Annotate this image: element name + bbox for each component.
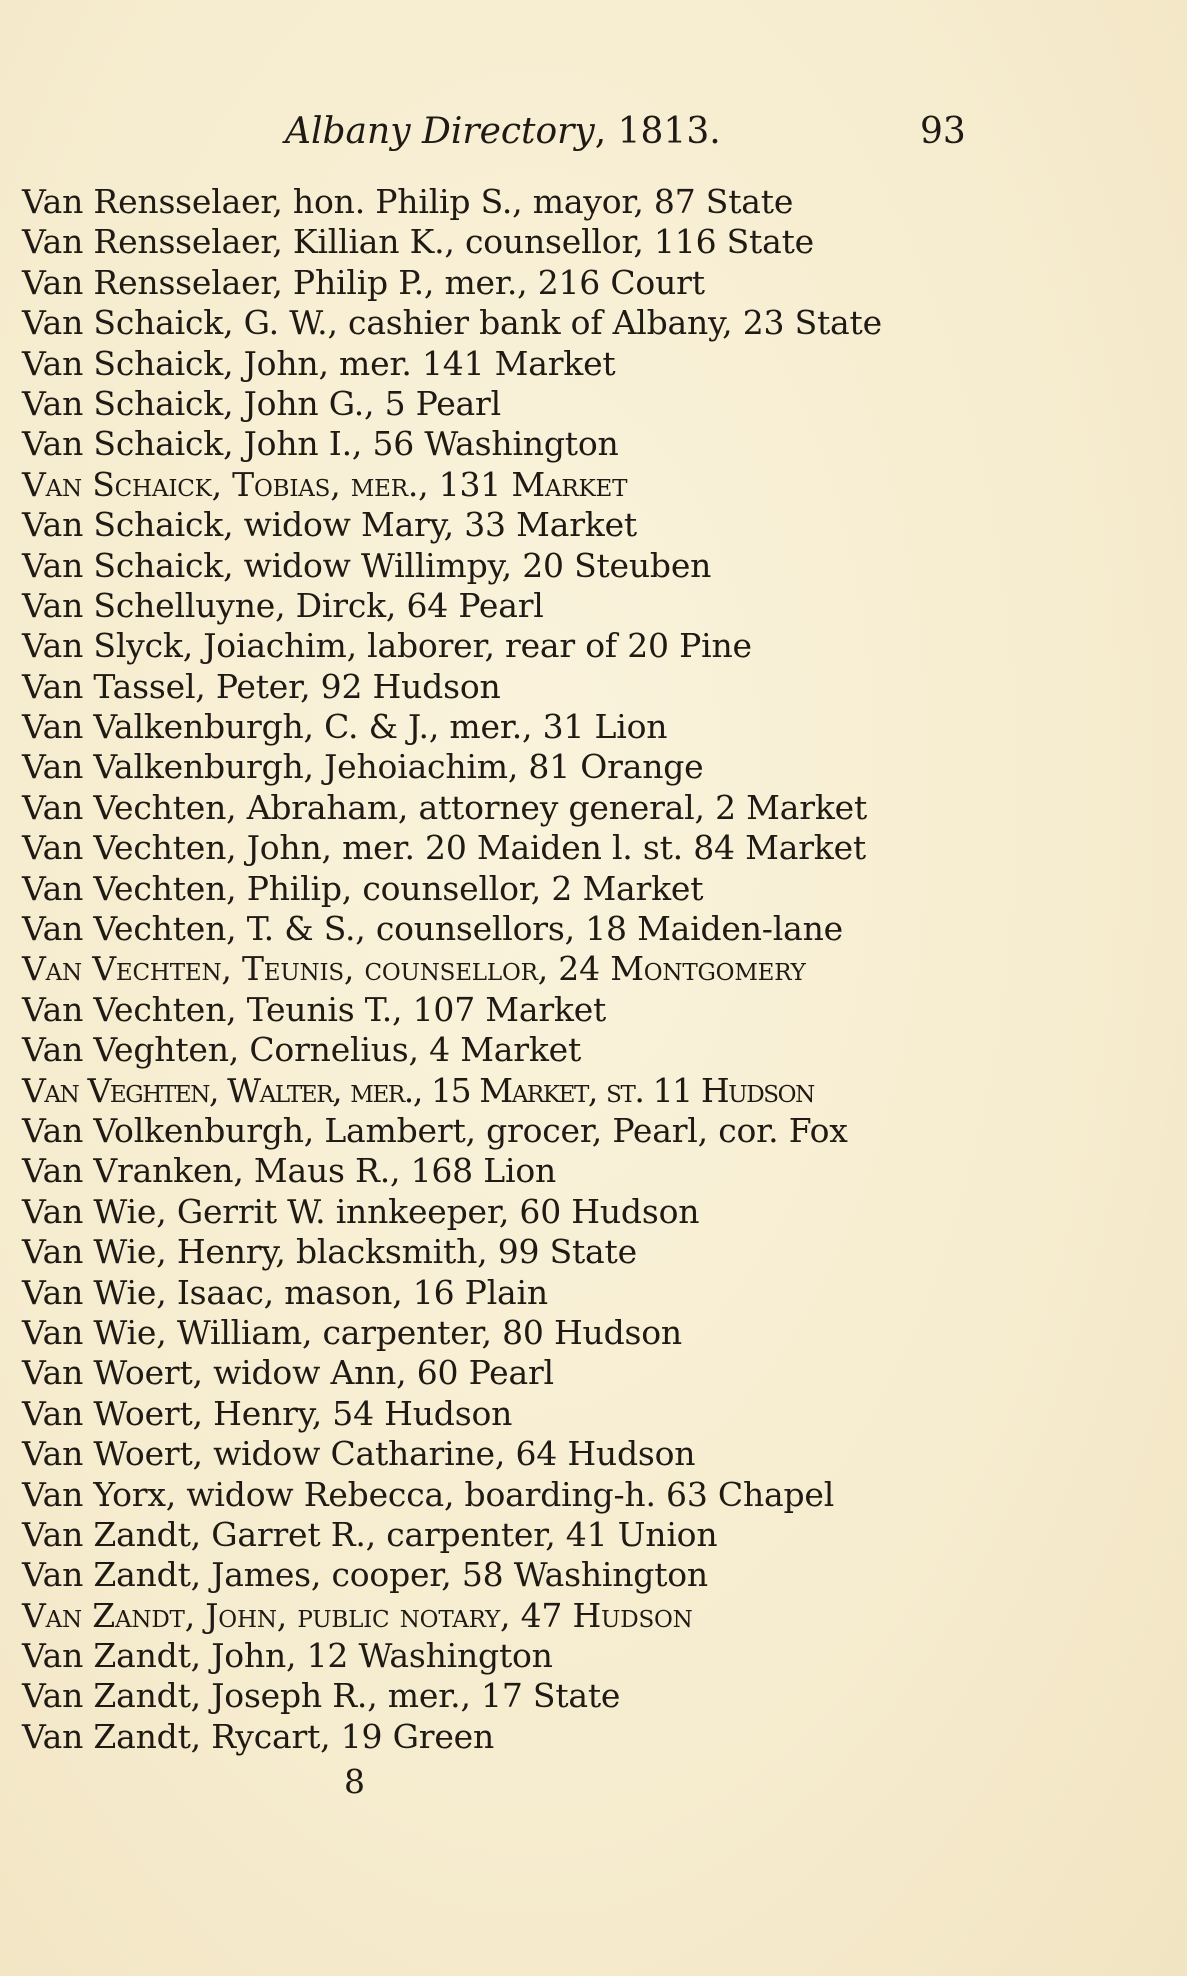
directory-entry: Van Woert, widow Ann, 60 Pearl	[22, 1353, 554, 1393]
page-title	[285, 108, 721, 156]
directory-entry: Van Zandt, James, cooper, 58 Washington	[22, 1555, 708, 1595]
directory-entry: Van Woert, widow Catharine, 64 Hudson	[22, 1434, 696, 1474]
directory-entry: Van Zandt, Rycart, 19 Green	[22, 1716, 495, 1756]
directory-entry: Van Wie, Henry, blacksmith, 99 State	[22, 1232, 637, 1272]
directory-entry: Van Vechten, Teunis, counsellor, 24 Montgomery	[22, 949, 806, 989]
directory-entry: Van Wie, Gerrit W. innkeeper, 60 Hudson	[22, 1191, 700, 1231]
directory-entry: Van Zandt, Joseph R., mer., 17 State	[22, 1676, 621, 1716]
directory-entry: Van Zandt, Garret R., carpenter, 41 Union	[22, 1514, 718, 1554]
directory-entry: Van Schelluyne, Dirck, 64 Pearl	[22, 585, 544, 625]
directory-entry: Van Woert, Henry, 54 Hudson	[22, 1393, 513, 1433]
page-number: 93	[920, 111, 966, 152]
directory-entry: Van Wie, William, carpenter, 80 Hudson	[22, 1312, 682, 1352]
running-header	[0, 108, 1187, 156]
directory-entry: Van Schaick, John G., 5 Pearl	[22, 383, 501, 423]
directory-entry: Van Vechten, Teunis T., 107 Market	[22, 989, 607, 1029]
signature-mark: 8	[344, 1762, 365, 1801]
directory-entry: Van Schaick, John I., 56 Washington	[22, 424, 619, 464]
directory-entry: Van Veghten, Walter, mer., 15 Market, st. 11 Hudson	[22, 1070, 814, 1110]
directory-entry: Van Zandt, John, 12 Washington	[22, 1636, 553, 1676]
directory-entry: Van Schaick, John, mer. 141 Market	[22, 343, 616, 383]
directory-entry: Van Vranken, Maus R., 168 Lion	[22, 1151, 557, 1191]
directory-entries	[22, 182, 1172, 1757]
directory-title: Albany Directory	[285, 111, 595, 152]
directory-entry: Van Schaick, G. W., cashier bank of Albany, 23 State	[22, 303, 882, 343]
directory-entry: Van Volkenburgh, Lambert, grocer, Pearl, cor. Fox	[22, 1110, 848, 1150]
directory-entry: Van Rensselaer, Philip P., mer., 216 Court	[22, 262, 705, 302]
directory-entry: Van Wie, Isaac, mason, 16 Plain	[22, 1272, 548, 1312]
directory-entry: Van Vechten, Philip, counsellor, 2 Market	[22, 868, 704, 908]
directory-year: , 1813.	[594, 111, 721, 152]
directory-entry: Van Yorx, widow Rebecca, boarding-h. 63 Chapel	[22, 1474, 835, 1514]
directory-entry: Van Zandt, John, public notary, 47 Hudson	[22, 1595, 693, 1635]
directory-entry: Van Rensselaer, Killian K., counsellor, 116 State	[22, 222, 814, 262]
directory-entry: Van Vechten, Abraham, attorney general, 2 Market	[22, 787, 868, 827]
directory-entry: Van Veghten, Cornelius, 4 Market	[22, 1030, 582, 1070]
directory-entry: Van Rensselaer, hon. Philip S., mayor, 87 State	[22, 182, 794, 221]
directory-entry: Van Valkenburgh, C. & J., mer., 31 Lion	[22, 707, 668, 747]
directory-entry: Van Valkenburgh, Jehoiachim, 81 Orange	[22, 747, 704, 787]
directory-entry: Van Schaick, widow Willimpy, 20 Steuben	[22, 545, 712, 585]
directory-entry: Van Vechten, T. & S., counsellors, 18 Maiden-lane	[22, 909, 843, 949]
directory-entry: Van Slyck, Joiachim, laborer, rear of 20 Pine	[22, 626, 752, 666]
directory-entry: Van Vechten, John, mer. 20 Maiden l. st. 84 Market	[22, 828, 866, 868]
directory-entry: Van Schaick, widow Mary, 33 Market	[22, 505, 637, 545]
directory-entry: Van Schaick, Tobias, mer., 131 Market	[22, 464, 628, 504]
directory-entry: Van Tassel, Peter, 92 Hudson	[22, 666, 501, 706]
